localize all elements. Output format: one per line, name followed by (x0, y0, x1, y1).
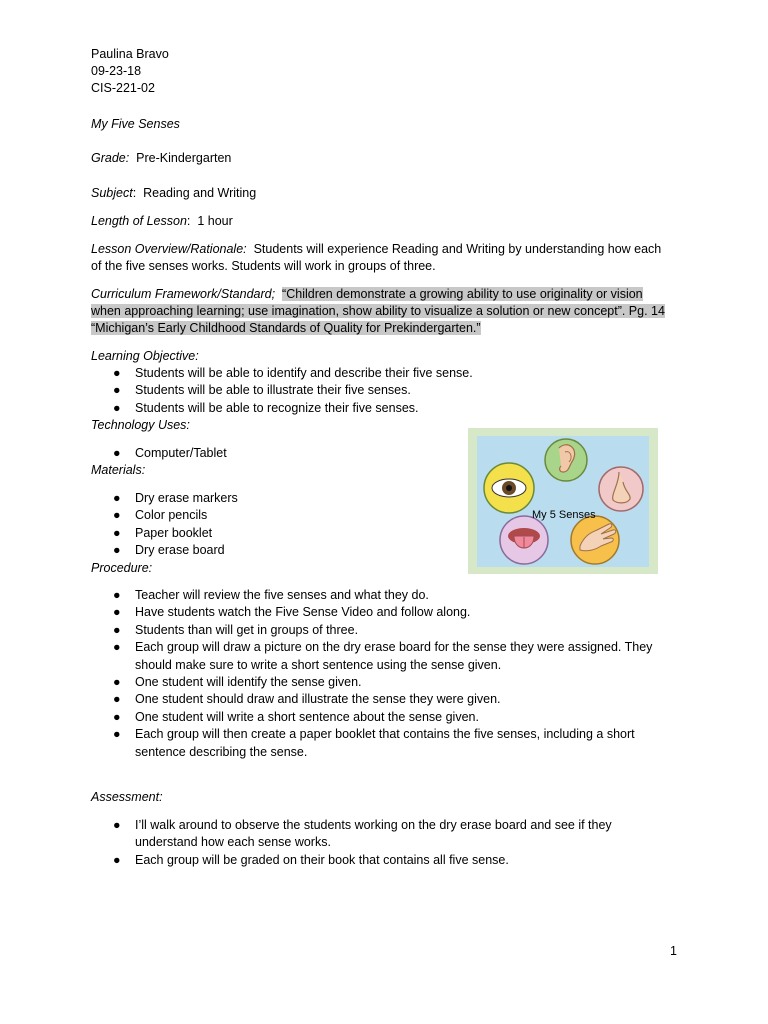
list-item: ● Each group will be graded on their book that contains all five sense. (113, 852, 655, 869)
list-item: ● I’ll walk around to observe the students working on the dry erase board and see if they understand how each sense works. (113, 818, 612, 850)
bullet-icon: ● (113, 622, 121, 637)
list-item: ● Have students watch the Five Sense Video and follow along. (113, 604, 655, 621)
standard-label: Curriculum Framework/Standard; (91, 287, 276, 301)
assessment-heading: Assessment: (91, 790, 163, 804)
overview-label: Lesson Overview/Rationale: (91, 242, 247, 256)
standard-line-2 (91, 303, 665, 320)
subject-label: Subject (91, 186, 133, 200)
bullet-icon: ● (113, 818, 121, 832)
standard-text-3: “Michigan’s Early Childhood Standards of Quality for Prekindergarten.” (91, 321, 481, 335)
overview-text-1: Students will experience Reading and Writing by understanding how each (253, 242, 662, 256)
bullet-icon: ● (113, 852, 121, 867)
list-item: ● Teacher will review the five senses and what they do. (113, 587, 655, 604)
bullet-icon: ● (113, 588, 121, 602)
technology-list (113, 445, 227, 462)
lesson-title: My Five Senses (91, 117, 180, 131)
bullet-icon: ● (113, 525, 121, 540)
bullet-icon: ● (113, 400, 121, 415)
overview-text-2: of the five senses works. Students will work in groups of three. (91, 259, 436, 273)
standard-line-3 (91, 320, 481, 337)
eye-icon (484, 463, 534, 513)
list-item: ● Dry erase board (113, 542, 238, 559)
bullet-icon: ● (113, 508, 121, 523)
subject-value: Reading and Writing (143, 186, 257, 200)
ear-icon (545, 439, 587, 481)
bullet-icon: ● (113, 366, 121, 380)
list-item: ● Dry erase markers (113, 490, 238, 507)
list-item: ● Students will be able to identify and describe their five sense. (113, 365, 473, 382)
grade-label: Grade: (91, 151, 130, 165)
materials-list (113, 490, 238, 560)
bullet-icon: ● (113, 605, 121, 620)
bullet-icon: ● (113, 640, 121, 655)
procedure-heading: Procedure: (91, 561, 153, 575)
objective-heading: Learning Objective: (91, 349, 199, 363)
tongue-icon (500, 516, 548, 564)
assessment-list (113, 817, 655, 869)
list-item: ● Each group will then create a paper booklet that contains the five senses, including a short sentence describing the sense. (113, 727, 635, 759)
bullet-icon: ● (113, 675, 121, 690)
five-senses-illustration (468, 428, 658, 574)
page-number: 1 (670, 944, 677, 958)
list-item: ● Color pencils (113, 507, 238, 524)
grade-row (91, 150, 231, 167)
length-label: Length of Lesson (91, 214, 187, 228)
list-item: ● Computer/Tablet (113, 445, 227, 462)
list-item: ● One student will identify the sense given. (113, 674, 655, 691)
technology-heading: Technology Uses: (91, 418, 190, 432)
materials-heading: Materials: (91, 463, 146, 477)
subject-row: Subject: Reading and Writing (91, 186, 257, 200)
procedure-list (113, 587, 655, 761)
illustration-caption: My 5 Senses (532, 509, 596, 521)
bullet-icon: ● (113, 727, 121, 742)
list-item: ● Each group will draw a picture on the dry erase board for the sense they were assigned. They should make sure to write a short sentence using the sense given. (113, 640, 653, 672)
nose-icon (599, 467, 643, 511)
standard-text-2: when approaching learning; use imagination, show ability to visualize a solution or new concept”. Pg. 14 (91, 304, 665, 318)
standard-line-1 (91, 286, 643, 303)
list-item: ● One student will write a short sentence about the sense given. (113, 709, 655, 726)
objective-list (113, 365, 473, 417)
length-row: Length of Lesson: 1 hour (91, 214, 233, 228)
list-item: ● Paper booklet (113, 525, 238, 542)
course-code: CIS-221-02 (91, 81, 155, 95)
grade-value: Pre-Kindergarten (136, 151, 232, 165)
bullet-icon: ● (113, 692, 121, 707)
hand-icon (571, 516, 619, 564)
list-item: ● Students than will get in groups of three. (113, 622, 655, 639)
length-value: 1 hour (197, 214, 233, 228)
bullet-icon: ● (113, 543, 121, 558)
document-date: 09-23-18 (91, 64, 142, 78)
bullet-icon: ● (113, 383, 121, 398)
list-item: ● Students will be able to illustrate their five senses. (113, 382, 473, 399)
list-item: ● Students will be able to recognize their five senses. (113, 400, 473, 417)
overview-line-1 (91, 241, 661, 258)
list-item: ● One student should draw and illustrate the sense they were given. (113, 691, 655, 708)
illustration-background (477, 436, 649, 567)
five-senses-drawing (477, 436, 649, 567)
bullet-icon: ● (113, 709, 121, 724)
bullet-icon: ● (113, 491, 121, 505)
author-name: Paulina Bravo (91, 47, 169, 61)
bullet-icon: ● (113, 446, 121, 460)
standard-text-1: “Children demonstrate a growing ability to use originality or vision (282, 287, 643, 301)
